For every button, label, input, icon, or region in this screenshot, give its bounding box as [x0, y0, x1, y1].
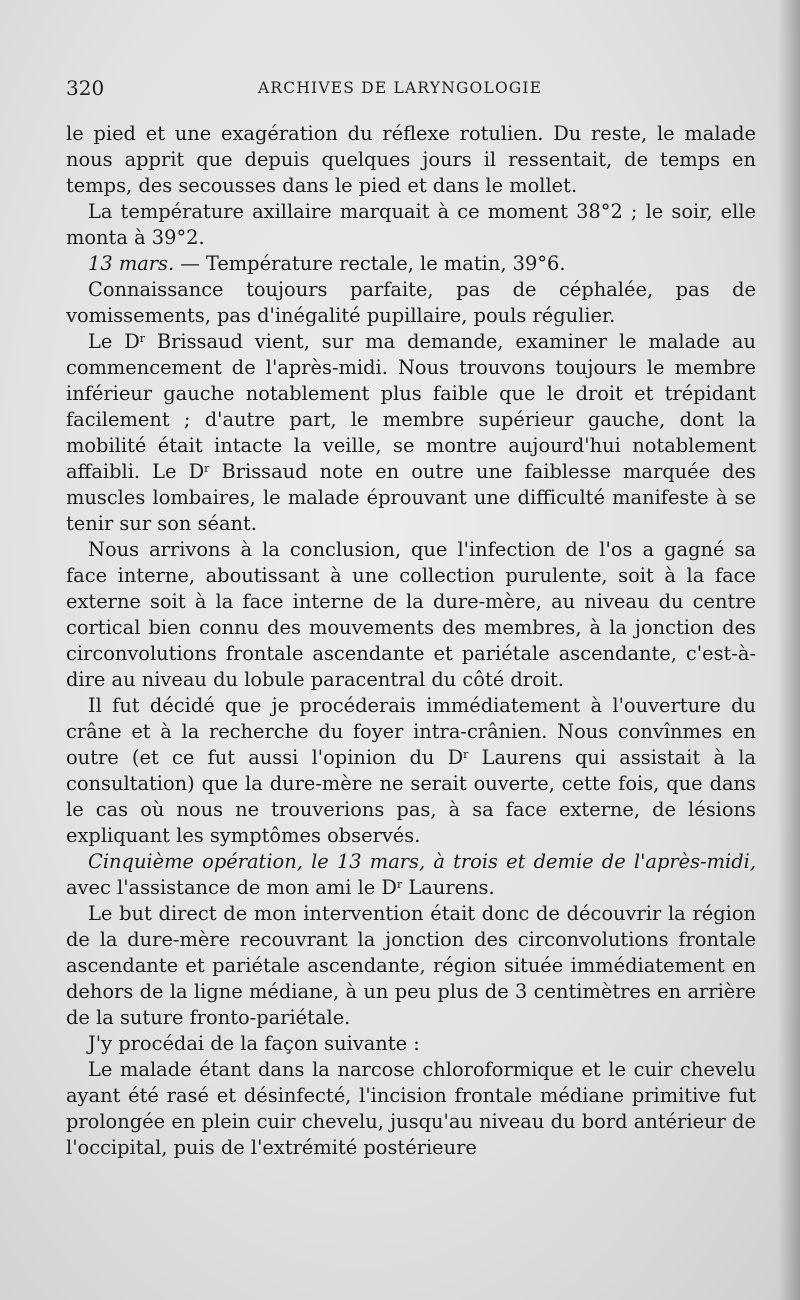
paragraph-8: [66, 849, 756, 901]
superscript: r: [463, 748, 469, 761]
body-text: [66, 121, 756, 1161]
paragraph-text: Connaissance toujours parfaite, pas de céphalée, pas de vomissements, pas d'inégalité pupillaire, pouls régulier.: [66, 278, 756, 327]
paragraph-text: le pied et une exagération du réflexe rotulien. Du reste, le malade nous apprit que depuis quelques jours il ressentait, de temps en temps, des secousses dans le pied et dans le mollet.: [66, 122, 756, 197]
paragraph-text: La température axillaire marquait à ce moment 38°2 ; le soir, elle monta à 39°2.: [66, 200, 756, 249]
paragraph-text: Le malade étant dans la narcose chloroformique et le cuir chevelu ayant été rasé et désinfecté, l'incision frontale médiane primitive fut prolongée en plein cuir chevelu, jusqu'au niveau du bord antérieur de l'occipital, puis de l'extrémité postérieure: [66, 1058, 756, 1159]
paragraph-text: J'y procédai de la façon suivante :: [88, 1032, 420, 1055]
superscript: r: [396, 878, 403, 891]
page-header: [66, 76, 766, 106]
paragraph-6: [66, 537, 756, 693]
paragraph-7: [66, 693, 756, 849]
superscript: r: [204, 462, 210, 475]
paragraph-text: Nous arrivons à la conclusion, que l'infection de l'os a gagné sa face interne, aboutissant à une collection purulente, soit à la face externe soit à la face interne de la dure-mère, au niveau du centre cortical bien connu des mouvements des membres, à la jonction des circonvolutions frontale ascendante et pariétale ascendante, c'est-à-dire au niveau du lobule paracentral du côté droit.: [66, 538, 756, 691]
paragraph-text: Brissaud note en outre une faiblesse marquée des muscles lombaires, le malade éprouvant une difficulté manifeste à se tenir sur son séant.: [66, 460, 756, 535]
page-number: 320: [66, 76, 105, 100]
paragraph-text: Laurens.: [402, 876, 495, 899]
page-edge-shadow: [778, 0, 800, 1300]
paragraph-4: [66, 277, 756, 329]
paragraph-10: [66, 1031, 756, 1057]
paragraph-2: [66, 199, 756, 251]
paragraph-text: avec l'assistance de mon ami le D: [66, 876, 397, 899]
paragraph-text: Le but direct de mon intervention était donc de découvrir la région de la dure-mère recouvrant la jonction des circonvolutions frontale ascendante et pariétale ascendante, région située immédiatement en dehors de la ligne médiane, à un peu plus de 3 centimètres en arrière de la suture fronto-pariétale.: [66, 902, 756, 1029]
paragraph-text: Il fut décidé que je procéderais immédiatement à l'ouverture du crâne et à la recherche du foyer intra-crânien. Nous convînmes en outre (et ce fut aussi l'opinion du D: [66, 694, 756, 769]
paragraph-11: [66, 1057, 756, 1161]
paragraph-text: Brissaud vient, sur ma demande, examiner le malade au commencement de l'après-midi. Nous trouvons toujours le membre inférieur gauche notablement plus faible que le droit et trépidant facilement ; d'autre part, le membre supérieur gauche, dont la mobilité était intacte la veille, se montre aujourd'hui notablement affaibli. Le D: [66, 330, 756, 483]
date-italic: 13 mars.: [88, 252, 175, 275]
paragraph-text: Le D: [88, 330, 140, 353]
paragraph-1: [66, 121, 756, 199]
operation-heading-italic: Cinquième opération, le 13 mars, à trois et demie de l'après-midi,: [88, 850, 756, 873]
paragraph-9: [66, 901, 756, 1031]
paragraph-5: [66, 329, 756, 537]
paragraph-text: Laurens qui assistait à la consultation) que la dure-mère ne serait ouverte, cette fois, que dans le cas où nous ne trouverions pas, à sa face externe, de lésions expliquant les symptômes observés.: [66, 746, 756, 847]
paragraph-3: [66, 251, 756, 277]
paragraph-text: — Température rectale, le matin, 39°6.: [174, 252, 566, 275]
running-title: ARCHIVES DE LARYNGOLOGIE: [258, 79, 543, 97]
superscript: r: [139, 332, 146, 345]
